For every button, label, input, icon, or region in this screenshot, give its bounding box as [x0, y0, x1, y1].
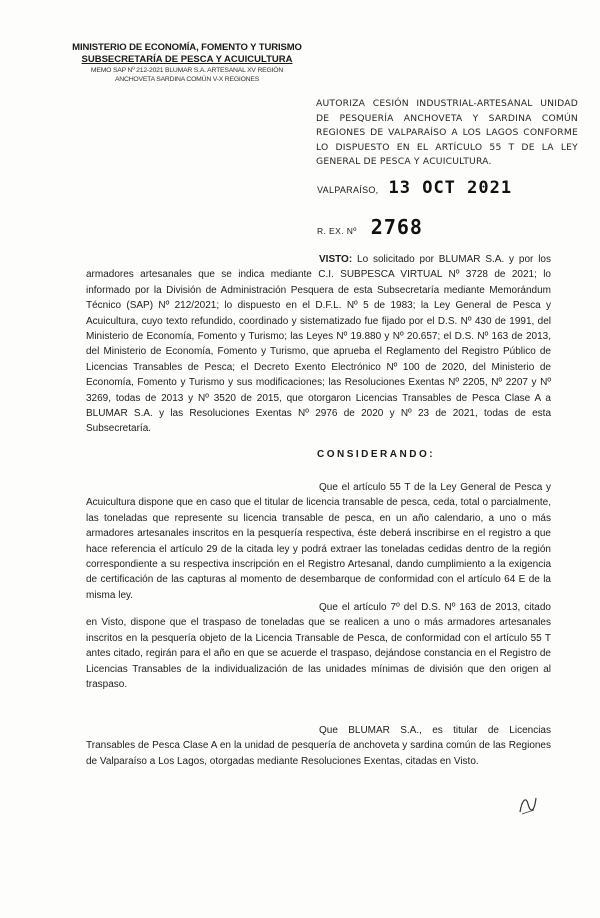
- city-label: VALPARAÍSO,: [317, 185, 379, 195]
- visto-heading: VISTO:: [319, 254, 353, 265]
- considerando-paragraph-3: Que BLUMAR S.A., es titular de Licencias Transables de Pesca Clase A en la unidad de pesquería de anchoveta y sardina común de las Regiones de Valparaíso a Los Lagos, otorgadas mediante Resoluciones Exentas, citadas en Visto.: [86, 725, 551, 767]
- considerando-paragraph-2: Que el artículo 7º del D.S. Nº 163 de 2013, citado en Visto, dispone que el traspaso de toneladas que se realicen a uno o más armadores artesanales inscritos en la pesquería objeto de la Licencia Transable de Pesca, de conformidad con el artículo 55 T antes citado, regirán para el año en que se acuerde el traspaso, dejándose constancia en el Registro de Licencias Transables de la individualización de las unidades mínimas de división que den origen al traspaso.: [86, 602, 551, 691]
- considerando-paragraph-1: Que el artículo 55 T de la Ley General de Pesca y Acuicultura dispone que en caso que el titular de licencia transable de pesca, ceda, total o parcialmente, las toneladas que represente su licencia transable de pesca, en un año calendario, a uno o más armadores artesanales inscritos en la pesquería respectiva, éste deberá inscribirse en el registro a que hace referencia el artículo 29 de la citada ley y podrá extraer las toneladas cedidas dentro de la región correspondiente a su respectiva inscripción en el Registro Artesanal, dando cumplimiento a la exigencia de certificación de las capturas al momento de desembarque de conformidad con el artículo 64 E de la misma ley.: [86, 482, 551, 601]
- subsecretaria-name: SUBSECRETARÍA DE PESCA Y ACUICULTURA: [81, 54, 293, 65]
- resolution-label: R. EX. Nº: [317, 226, 357, 236]
- resolution-number: 2768: [370, 215, 423, 239]
- visto-paragraph: [86, 252, 551, 437]
- considerando-heading: CONSIDERANDO:: [317, 449, 436, 460]
- visto-text: Lo solicitado por BLUMAR S.A. y por los armadores artesanales que se indica mediante C.I. SUBPESCA VIRTUAL Nº 3728 de 2021; lo informado por la División de Administración Pesquera de esta Subsecretaría mediante Memorándum Técnico (SAP) Nº 212/2021; lo dispuesto en el D.F.L. Nº 5 de 1983; la Ley General de Pesca y Acuicultura, cuyo texto refundido, coordinado y sistematizado fue fijado por el D.S. Nº 430 de 1991, del Ministerio de Economía, Fomento y Turismo; las Leyes Nº 19.880 y Nº 20.657; el D.S. Nº 163 de 2013, del Ministerio de Economía, Fomento y Turismo, que aprueba el Reglamento del Registro Público de Licencias Transables de Pesca; el Decreto Exento Electrónico Nº 100 de 2020, del Ministerio de Economía, Fomento y Turismo y sus modificaciones; las Resoluciones Exentas Nº 2205, Nº 2207 y Nº 3269, todas de 2013 y Nº 3520 de 2015, que otorgaron Licencias Transables de Pesca Clase A a BLUMAR S.A. y las Resoluciones Exentas Nº 2976 de 2020 y Nº 23 de 2021, todas de esta Subsecretaría.: [86, 254, 551, 435]
- resolution-number-line: [317, 215, 423, 239]
- ministry-name: MINISTERIO DE ECONOMÍA, FOMENTO Y TURISMO: [72, 42, 302, 53]
- resolution-subject: AUTORIZA CESIÓN INDUSTRIAL-ARTESANAL UNIDAD DE PESQUERÍA ANCHOVETA Y SARDINA COMÚN REGIONES DE VALPARAÍSO A LOS LAGOS CONFORME LO DISPUESTO EN EL ARTÍCULO 55 T DE LA LEY GENERAL DE PESCA Y ACUICULTURA.: [316, 98, 578, 167]
- initials-mark: [516, 792, 540, 818]
- memo-reference: MEMO SAP Nº 212-2021 BLUMAR S.A. ARTESANAL XV REGIÓN: [90, 67, 284, 74]
- date-stamp: 13 OCT 2021: [388, 178, 513, 198]
- letterhead: [72, 42, 302, 83]
- date-line: [317, 178, 512, 198]
- memo-reference-line2: ANCHOVETA SARDINA COMÚN V-X REGIONES: [114, 76, 260, 83]
